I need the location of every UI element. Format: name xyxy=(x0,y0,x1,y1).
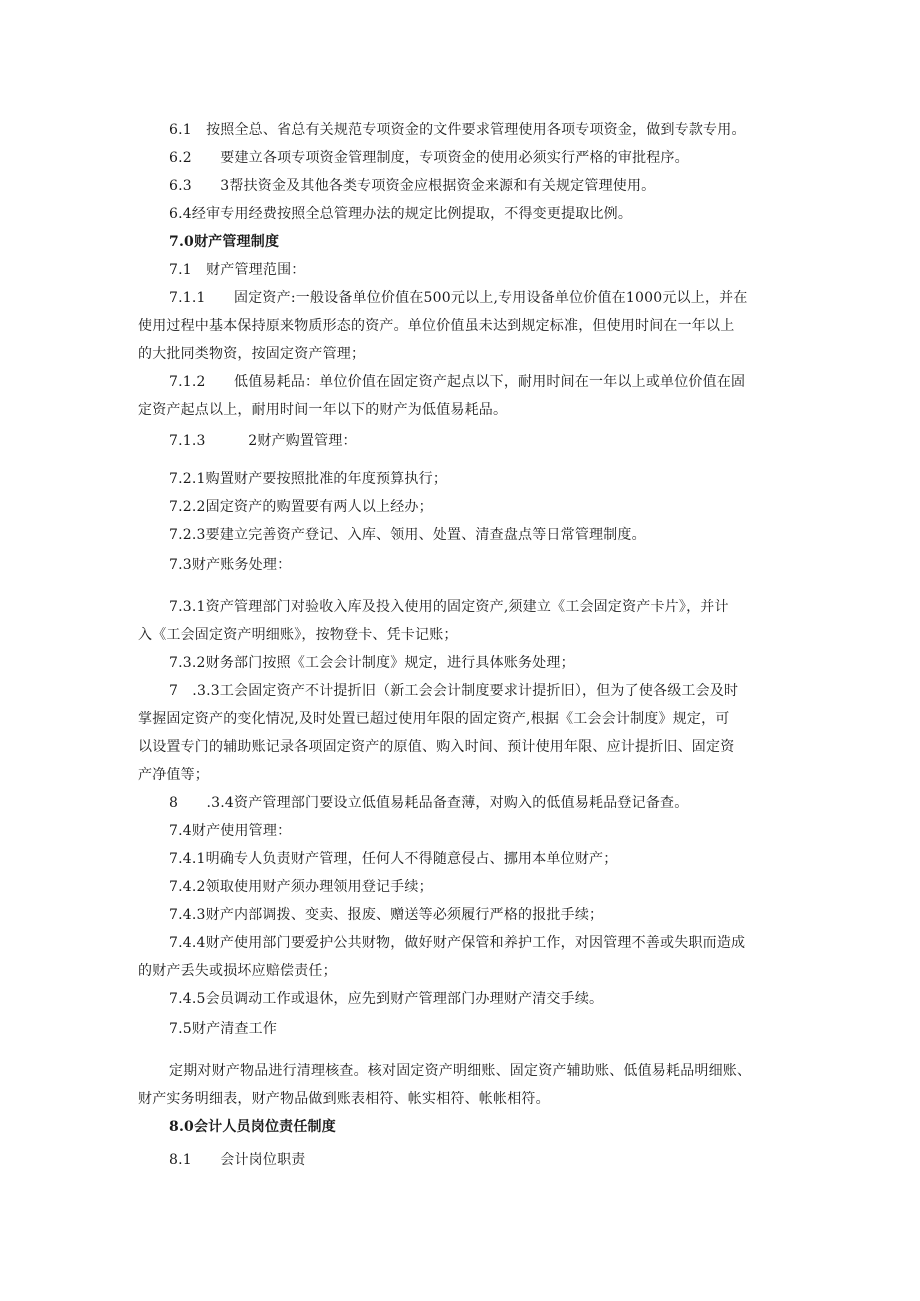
paragraph-7-1-2: 7.1.2 低值易耗品：单位价值在固定资产起点以下，耐用时间在一年以上或单位价值在固 xyxy=(169,374,746,390)
paragraph-7-4: 7.4财产使用管理： xyxy=(169,823,292,839)
paragraph-7-2-3: 7.2.3要建立完善资产登记、入库、领用、处置、清查盘点等日常管理制度。 xyxy=(169,527,646,543)
paragraph-7-4-4-cont: 的财产丢失或损坏应赔偿责任； xyxy=(138,963,337,979)
paragraph-7-4-1: 7.4.1明确专人负责财产管理，任何人不得随意侵占、挪用本单位财产； xyxy=(169,851,618,867)
paragraph-7-1-1-cont-2: 的大批同类物资，按固定资产管理； xyxy=(138,346,366,362)
paragraph-7-3-4: 8 .3.4资产管理部门要设立低值易耗品备查薄，对购入的低值易耗品登记备查。 xyxy=(169,795,689,811)
paragraph-7-4-2: 7.4.2领取使用财产须办理领用登记手续； xyxy=(169,879,433,895)
paragraph-7-3-1: 7.3.1资产管理部门对验收入库及投入使用的固定资产,须建立《工会固定资产卡片》，并计 xyxy=(169,599,729,615)
paragraph-7-4-4: 7.4.4财产使用部门要爱护公共财物，做好财产保管和养护工作，对因管理不善或失职而造成 xyxy=(169,935,746,951)
paragraph-8-1: 8.1 会计岗位职责 xyxy=(169,1152,306,1168)
paragraph-7-1-1-cont-1: 使用过程中基本保持原来物质形态的资产。单位价值虽未达到规定标准，但使用时间在一年以上 xyxy=(138,318,735,334)
paragraph-7-3-1-cont: 入《工会固定资产明细账》，按物登卡、凭卡记账； xyxy=(138,627,458,643)
paragraph-7-3-2: 7.3.2财务部门按照《工会会计制度》规定，进行具体账务处理； xyxy=(169,655,575,671)
paragraph-7-5: 7.5财产清查工作 xyxy=(169,1021,278,1037)
paragraph-7-3-3-cont-3: 产净值等； xyxy=(138,767,209,783)
section-heading-7-0: 7.0财产管理制度 xyxy=(169,234,280,250)
paragraph-7-4-5: 7.4.5会员调动工作或退休，应先到财产管理部门办理财产清交手续。 xyxy=(169,991,604,1007)
paragraph-7-3: 7.3财产账务处理： xyxy=(169,557,292,573)
section-heading-8-0: 8.0会计人员岗位责任制度 xyxy=(169,1119,336,1135)
paragraph-7-4-3: 7.4.3财产内部调拨、变卖、报废、赠送等必须履行严格的报批手续； xyxy=(169,907,604,923)
paragraph-7-3-3-cont-1: 掌握固定资产的变化情况,及时处置已超过使用年限的固定资产,根据《工会会计制度》规定，可 xyxy=(138,711,730,727)
paragraph-6-2: 6.2 要建立各项专项资金管理制度，专项资金的使用必须实行严格的审批程序。 xyxy=(169,150,689,166)
paragraph-7-1: 7.1 财产管理范围： xyxy=(169,262,306,278)
paragraph-7-2-2: 7.2.2固定资产的购置要有两人以上经办； xyxy=(169,499,433,515)
paragraph-7-1-3: 7.1.3 2财产购置管理： xyxy=(169,433,357,449)
paragraph-6-4: 6.4经审专用经费按照全总管理办法的规定比例提取，不得变更提取比例。 xyxy=(169,206,633,222)
paragraph-7-5-body: 定期对财产物品进行清理核查。核对固定资产明细账、固定资产辅助账、低值易耗品明细账、 xyxy=(169,1063,752,1079)
paragraph-7-2-1: 7.2.1购置财产要按照批准的年度预算执行； xyxy=(169,471,448,487)
paragraph-7-5-body-cont: 财产实务明细表，财产物品做到账表相符、帐实相符、帐帐相符。 xyxy=(138,1091,550,1107)
paragraph-6-1: 6.1 按照全总、省总有关规范专项资金的文件要求管理使用各项专项资金，做到专款专用。 xyxy=(169,122,746,138)
paragraph-6-3: 6.3 3帮扶资金及其他各类专项资金应根据资金来源和有关规定管理使用。 xyxy=(169,178,656,194)
paragraph-7-3-3-cont-2: 以设置专门的辅助账记录各项固定资产的原值、购入时间、预计使用年限、应计提折旧、固定资 xyxy=(138,739,735,755)
paragraph-7-3-3: 7 .3.3工会固定资产不计提折旧（新工会会计制度要求计提折旧），但为了使各级工会及时 xyxy=(169,683,739,699)
paragraph-7-1-1: 7.1.1 固定资产:一般设备单位价值在500元以上,专用设备单位价值在1000元以上，并在 xyxy=(169,290,748,306)
paragraph-7-1-2-cont: 定资产起点以上，耐用时间一年以下的财产为低值易耗品。 xyxy=(138,402,508,418)
